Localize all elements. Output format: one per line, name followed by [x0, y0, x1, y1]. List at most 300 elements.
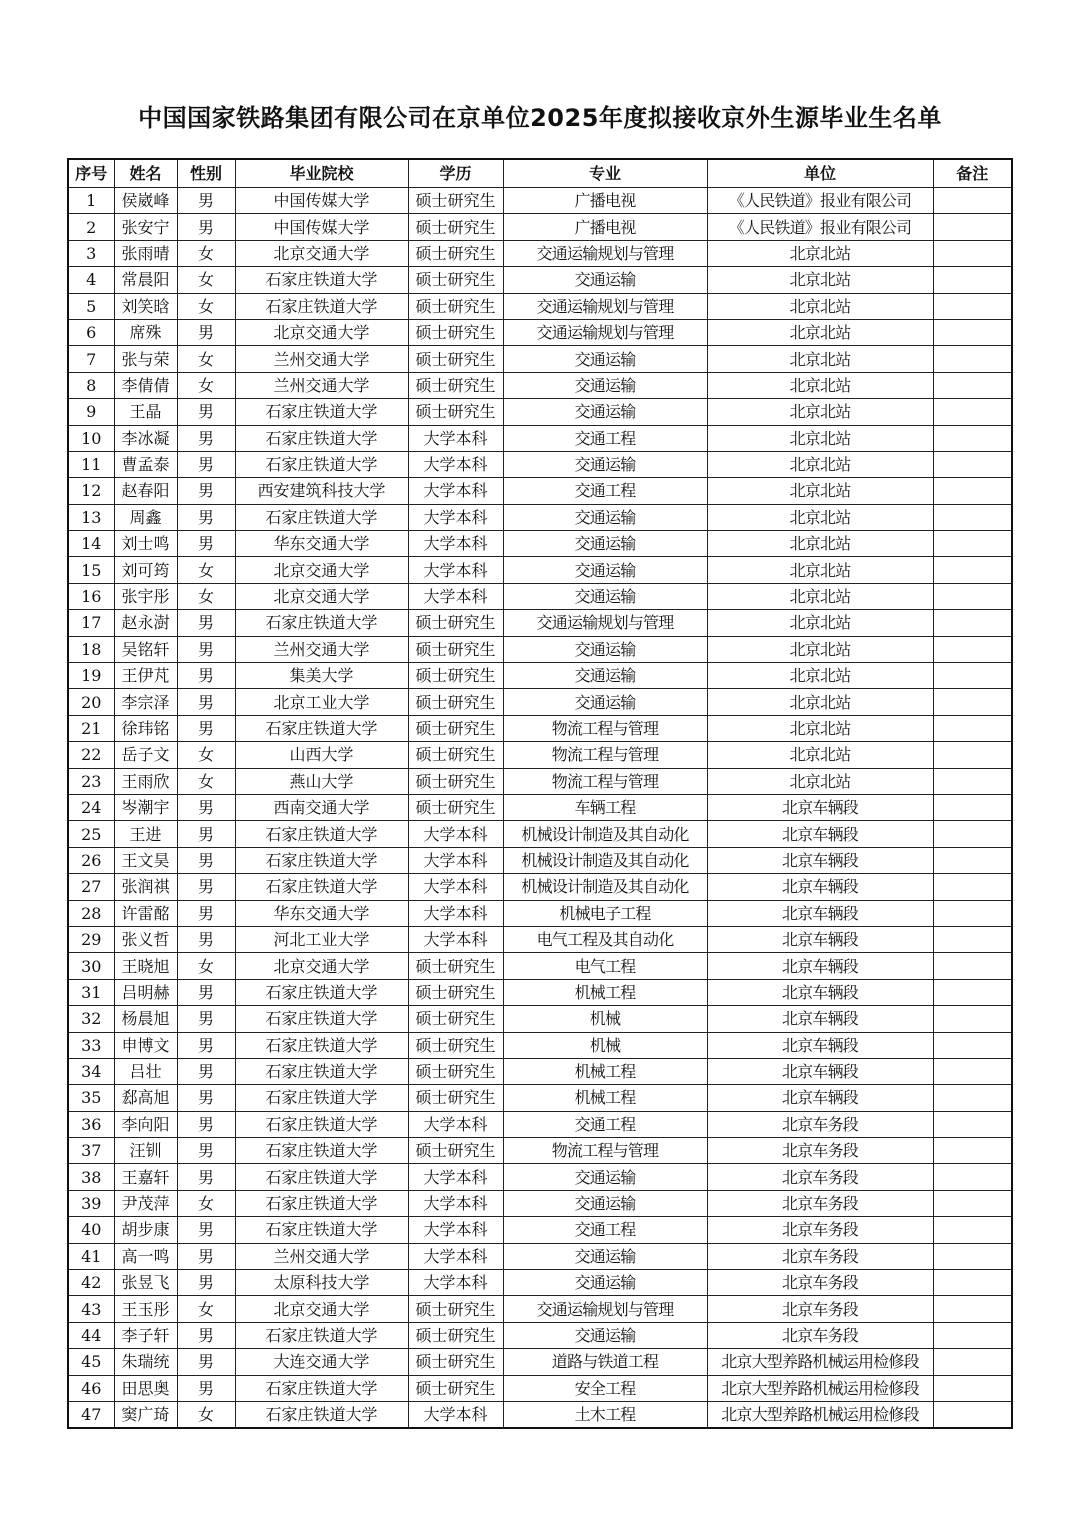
cell-unit: 北京车务段 [707, 1190, 933, 1216]
cell-unit: 北京北站 [707, 267, 933, 293]
cell-school: 河北工业大学 [235, 926, 408, 952]
cell-no: 11 [68, 451, 114, 477]
table-row [68, 953, 1012, 979]
cell-school: 西安建筑科技大学 [235, 478, 408, 504]
cell-note [933, 583, 1012, 609]
cell-school: 石家庄铁道大学 [235, 1217, 408, 1243]
cell-unit: 北京北站 [707, 240, 933, 266]
cell-major: 电气工程及其自动化 [503, 926, 707, 952]
cell-name: 张与荣 [114, 346, 177, 372]
table-row [68, 768, 1012, 794]
cell-major: 交通运输 [503, 557, 707, 583]
cell-gender: 男 [177, 531, 235, 557]
cell-school: 石家庄铁道大学 [235, 1085, 408, 1111]
cell-note [933, 1085, 1012, 1111]
cell-school: 太原科技大学 [235, 1270, 408, 1296]
header-school: 毕业院校 [235, 159, 408, 188]
cell-note [933, 451, 1012, 477]
table-row [68, 689, 1012, 715]
cell-degree: 硕士研究生 [408, 715, 503, 741]
cell-unit: 北京北站 [707, 504, 933, 530]
header-name: 姓名 [114, 159, 177, 188]
cell-school: 北京交通大学 [235, 953, 408, 979]
cell-unit: 北京车务段 [707, 1164, 933, 1190]
cell-note [933, 399, 1012, 425]
cell-name: 张宇彤 [114, 583, 177, 609]
table-row [68, 267, 1012, 293]
cell-note [933, 1058, 1012, 1084]
cell-name: 李子轩 [114, 1322, 177, 1348]
cell-name: 吴铭轩 [114, 636, 177, 662]
cell-major: 广播电视 [503, 188, 707, 214]
cell-no: 22 [68, 742, 114, 768]
cell-note [933, 636, 1012, 662]
cell-school: 兰州交通大学 [235, 1243, 408, 1269]
cell-no: 43 [68, 1296, 114, 1322]
cell-gender: 男 [177, 188, 235, 214]
cell-name: 岑潮宇 [114, 794, 177, 820]
cell-gender: 男 [177, 1375, 235, 1401]
cell-school: 石家庄铁道大学 [235, 979, 408, 1005]
cell-name: 郄高旭 [114, 1085, 177, 1111]
cell-name: 王玉彤 [114, 1296, 177, 1322]
cell-no: 20 [68, 689, 114, 715]
cell-note [933, 847, 1012, 873]
cell-name: 曹孟泰 [114, 451, 177, 477]
cell-degree: 大学本科 [408, 1217, 503, 1243]
cell-degree: 大学本科 [408, 504, 503, 530]
cell-no: 30 [68, 953, 114, 979]
cell-gender: 男 [177, 900, 235, 926]
cell-name: 李冰凝 [114, 425, 177, 451]
cell-school: 北京工业大学 [235, 689, 408, 715]
cell-school: 石家庄铁道大学 [235, 504, 408, 530]
cell-name: 刘笑晗 [114, 293, 177, 319]
table-row [68, 900, 1012, 926]
cell-note [933, 557, 1012, 583]
cell-no: 13 [68, 504, 114, 530]
table-row [68, 557, 1012, 583]
cell-no: 31 [68, 979, 114, 1005]
cell-unit: 北京车务段 [707, 1270, 933, 1296]
table-row [68, 1217, 1012, 1243]
cell-gender: 男 [177, 636, 235, 662]
table-row [68, 1296, 1012, 1322]
cell-no: 17 [68, 610, 114, 636]
table-row [68, 1006, 1012, 1032]
table-row [68, 1085, 1012, 1111]
cell-no: 1 [68, 188, 114, 214]
cell-no: 33 [68, 1032, 114, 1058]
cell-major: 机械工程 [503, 1058, 707, 1084]
cell-name: 李倩倩 [114, 372, 177, 398]
cell-degree: 硕士研究生 [408, 1032, 503, 1058]
cell-note [933, 1032, 1012, 1058]
cell-major: 交通运输 [503, 1164, 707, 1190]
cell-gender: 男 [177, 1164, 235, 1190]
cell-note [933, 1401, 1012, 1428]
cell-unit: 北京北站 [707, 478, 933, 504]
cell-gender: 男 [177, 1111, 235, 1137]
cell-no: 8 [68, 372, 114, 398]
cell-school: 大连交通大学 [235, 1349, 408, 1375]
cell-name: 杨晨旭 [114, 1006, 177, 1032]
cell-gender: 男 [177, 926, 235, 952]
cell-degree: 硕士研究生 [408, 979, 503, 1005]
cell-degree: 硕士研究生 [408, 742, 503, 768]
cell-name: 许雷酩 [114, 900, 177, 926]
cell-school: 北京交通大学 [235, 1296, 408, 1322]
cell-unit: 北京北站 [707, 372, 933, 398]
cell-unit: 北京车辆段 [707, 1032, 933, 1058]
cell-unit: 北京车辆段 [707, 979, 933, 1005]
cell-gender: 男 [177, 214, 235, 240]
cell-gender: 女 [177, 240, 235, 266]
cell-gender: 男 [177, 979, 235, 1005]
table-row [68, 1111, 1012, 1137]
table-row [68, 504, 1012, 530]
cell-school: 石家庄铁道大学 [235, 425, 408, 451]
cell-degree: 硕士研究生 [408, 188, 503, 214]
cell-no: 9 [68, 399, 114, 425]
cell-name: 申博文 [114, 1032, 177, 1058]
cell-no: 26 [68, 847, 114, 873]
table-row [68, 372, 1012, 398]
cell-unit: 北京车辆段 [707, 1085, 933, 1111]
cell-gender: 男 [177, 663, 235, 689]
cell-degree: 硕士研究生 [408, 1322, 503, 1348]
cell-school: 石家庄铁道大学 [235, 1190, 408, 1216]
cell-name: 张雨晴 [114, 240, 177, 266]
cell-major: 交通工程 [503, 1111, 707, 1137]
cell-school: 石家庄铁道大学 [235, 1058, 408, 1084]
header-gender: 性别 [177, 159, 235, 188]
cell-no: 34 [68, 1058, 114, 1084]
table-row [68, 874, 1012, 900]
cell-unit: 北京大型养路机械运用检修段 [707, 1349, 933, 1375]
cell-school: 石家庄铁道大学 [235, 847, 408, 873]
cell-name: 刘士鸣 [114, 531, 177, 557]
cell-major: 交通运输 [503, 636, 707, 662]
cell-note [933, 1217, 1012, 1243]
cell-major: 机械设计制造及其自动化 [503, 874, 707, 900]
cell-major: 交通运输 [503, 1243, 707, 1269]
cell-gender: 男 [177, 1138, 235, 1164]
cell-no: 19 [68, 663, 114, 689]
cell-note [933, 1111, 1012, 1137]
cell-school: 石家庄铁道大学 [235, 399, 408, 425]
table-row [68, 926, 1012, 952]
table-row [68, 610, 1012, 636]
cell-gender: 男 [177, 1243, 235, 1269]
cell-unit: 北京车辆段 [707, 926, 933, 952]
cell-degree: 硕士研究生 [408, 1058, 503, 1084]
cell-degree: 大学本科 [408, 1190, 503, 1216]
cell-degree: 大学本科 [408, 1270, 503, 1296]
cell-no: 39 [68, 1190, 114, 1216]
cell-major: 物流工程与管理 [503, 768, 707, 794]
cell-degree: 硕士研究生 [408, 689, 503, 715]
cell-degree: 大学本科 [408, 1401, 503, 1428]
cell-unit: 北京车辆段 [707, 847, 933, 873]
cell-unit: 北京北站 [707, 319, 933, 345]
cell-gender: 男 [177, 1322, 235, 1348]
cell-note [933, 1296, 1012, 1322]
cell-name: 赵春阳 [114, 478, 177, 504]
cell-gender: 男 [177, 1006, 235, 1032]
cell-unit: 北京大型养路机械运用检修段 [707, 1375, 933, 1401]
table-row [68, 821, 1012, 847]
cell-school: 石家庄铁道大学 [235, 267, 408, 293]
cell-name: 王晓旭 [114, 953, 177, 979]
cell-gender: 男 [177, 451, 235, 477]
cell-major: 车辆工程 [503, 794, 707, 820]
cell-note [933, 1190, 1012, 1216]
cell-unit: 北京北站 [707, 425, 933, 451]
table-row [68, 1190, 1012, 1216]
cell-name: 席殊 [114, 319, 177, 345]
cell-gender: 男 [177, 821, 235, 847]
cell-name: 吕壮 [114, 1058, 177, 1084]
cell-unit: 北京车辆段 [707, 1006, 933, 1032]
cell-no: 27 [68, 874, 114, 900]
cell-gender: 女 [177, 583, 235, 609]
cell-school: 中国传媒大学 [235, 188, 408, 214]
cell-note [933, 1243, 1012, 1269]
cell-name: 王伊芃 [114, 663, 177, 689]
cell-note [933, 715, 1012, 741]
cell-degree: 硕士研究生 [408, 610, 503, 636]
cell-name: 李宗泽 [114, 689, 177, 715]
cell-major: 机械设计制造及其自动化 [503, 821, 707, 847]
cell-note [933, 874, 1012, 900]
cell-no: 21 [68, 715, 114, 741]
cell-unit: 北京车辆段 [707, 874, 933, 900]
cell-note [933, 346, 1012, 372]
cell-name: 张安宁 [114, 214, 177, 240]
cell-name: 常晨阳 [114, 267, 177, 293]
table-row [68, 1322, 1012, 1348]
cell-major: 机械 [503, 1006, 707, 1032]
header-no: 序号 [68, 159, 114, 188]
cell-major: 交通运输规划与管理 [503, 610, 707, 636]
cell-unit: 北京北站 [707, 451, 933, 477]
cell-major: 机械设计制造及其自动化 [503, 847, 707, 873]
table-row [68, 979, 1012, 1005]
cell-note [933, 900, 1012, 926]
cell-no: 36 [68, 1111, 114, 1137]
cell-gender: 女 [177, 372, 235, 398]
cell-gender: 男 [177, 1032, 235, 1058]
cell-degree: 大学本科 [408, 900, 503, 926]
cell-school: 兰州交通大学 [235, 636, 408, 662]
cell-gender: 男 [177, 319, 235, 345]
cell-note [933, 531, 1012, 557]
cell-note [933, 372, 1012, 398]
cell-gender: 男 [177, 715, 235, 741]
cell-no: 25 [68, 821, 114, 847]
cell-name: 窦广琦 [114, 1401, 177, 1428]
cell-no: 42 [68, 1270, 114, 1296]
cell-major: 道路与铁道工程 [503, 1349, 707, 1375]
cell-major: 交通运输 [503, 267, 707, 293]
cell-unit: 北京北站 [707, 557, 933, 583]
cell-degree: 硕士研究生 [408, 794, 503, 820]
table-row [68, 1401, 1012, 1428]
cell-degree: 硕士研究生 [408, 214, 503, 240]
cell-note [933, 768, 1012, 794]
table-row [68, 794, 1012, 820]
cell-degree: 大学本科 [408, 1164, 503, 1190]
cell-gender: 男 [177, 1217, 235, 1243]
cell-name: 胡步康 [114, 1217, 177, 1243]
cell-unit: 北京北站 [707, 399, 933, 425]
cell-gender: 女 [177, 557, 235, 583]
graduate-list-table [67, 158, 1013, 1429]
cell-unit: 北京车务段 [707, 1243, 933, 1269]
cell-major: 交通运输 [503, 504, 707, 530]
cell-major: 交通运输 [503, 663, 707, 689]
cell-major: 物流工程与管理 [503, 1138, 707, 1164]
cell-no: 7 [68, 346, 114, 372]
cell-major: 安全工程 [503, 1375, 707, 1401]
cell-major: 交通运输 [503, 372, 707, 398]
cell-gender: 男 [177, 689, 235, 715]
cell-school: 石家庄铁道大学 [235, 1401, 408, 1428]
cell-note [933, 1322, 1012, 1348]
cell-note [933, 1349, 1012, 1375]
cell-unit: 北京北站 [707, 768, 933, 794]
cell-major: 交通运输规划与管理 [503, 1296, 707, 1322]
cell-no: 41 [68, 1243, 114, 1269]
table-body [68, 188, 1012, 1429]
cell-note [933, 663, 1012, 689]
cell-school: 中国传媒大学 [235, 214, 408, 240]
cell-name: 刘可筠 [114, 557, 177, 583]
cell-school: 石家庄铁道大学 [235, 610, 408, 636]
cell-name: 张义哲 [114, 926, 177, 952]
cell-degree: 大学本科 [408, 1243, 503, 1269]
cell-name: 王文昊 [114, 847, 177, 873]
cell-name: 李向阳 [114, 1111, 177, 1137]
cell-name: 周鑫 [114, 504, 177, 530]
cell-major: 土木工程 [503, 1401, 707, 1428]
cell-unit: 北京北站 [707, 742, 933, 768]
cell-school: 华东交通大学 [235, 900, 408, 926]
cell-note [933, 504, 1012, 530]
table-row [68, 293, 1012, 319]
cell-degree: 硕士研究生 [408, 240, 503, 266]
cell-unit: 北京车辆段 [707, 821, 933, 847]
cell-gender: 男 [177, 874, 235, 900]
cell-major: 交通工程 [503, 425, 707, 451]
cell-unit: 北京北站 [707, 610, 933, 636]
cell-unit: 北京北站 [707, 531, 933, 557]
cell-major: 交通运输 [503, 1190, 707, 1216]
cell-name: 王嘉轩 [114, 1164, 177, 1190]
cell-gender: 男 [177, 504, 235, 530]
cell-unit: 北京北站 [707, 663, 933, 689]
table-row [68, 425, 1012, 451]
cell-note [933, 979, 1012, 1005]
table-row [68, 319, 1012, 345]
cell-name: 岳子文 [114, 742, 177, 768]
cell-note [933, 1164, 1012, 1190]
cell-major: 交通运输 [503, 1270, 707, 1296]
table-row [68, 346, 1012, 372]
cell-no: 15 [68, 557, 114, 583]
cell-unit: 北京车务段 [707, 1217, 933, 1243]
cell-degree: 大学本科 [408, 583, 503, 609]
cell-degree: 硕士研究生 [408, 953, 503, 979]
cell-school: 石家庄铁道大学 [235, 874, 408, 900]
cell-note [933, 478, 1012, 504]
cell-no: 18 [68, 636, 114, 662]
cell-no: 2 [68, 214, 114, 240]
cell-school: 石家庄铁道大学 [235, 1322, 408, 1348]
cell-school: 集美大学 [235, 663, 408, 689]
cell-school: 兰州交通大学 [235, 372, 408, 398]
cell-no: 24 [68, 794, 114, 820]
cell-degree: 硕士研究生 [408, 346, 503, 372]
cell-note [933, 953, 1012, 979]
cell-unit: 北京车辆段 [707, 953, 933, 979]
cell-name: 吕明赫 [114, 979, 177, 1005]
cell-major: 机械工程 [503, 1085, 707, 1111]
cell-unit: 北京北站 [707, 583, 933, 609]
cell-no: 23 [68, 768, 114, 794]
document-title: 中国国家铁路集团有限公司在京单位2025年度拟接收京外生源毕业生名单 [138, 104, 942, 132]
cell-degree: 硕士研究生 [408, 1138, 503, 1164]
cell-no: 47 [68, 1401, 114, 1428]
cell-gender: 男 [177, 847, 235, 873]
cell-no: 37 [68, 1138, 114, 1164]
table-row [68, 715, 1012, 741]
cell-name: 侯崴峰 [114, 188, 177, 214]
cell-note [933, 240, 1012, 266]
cell-gender: 男 [177, 1058, 235, 1084]
cell-no: 4 [68, 267, 114, 293]
cell-unit: 北京北站 [707, 346, 933, 372]
cell-name: 汪钏 [114, 1138, 177, 1164]
table-row [68, 1375, 1012, 1401]
cell-degree: 硕士研究生 [408, 399, 503, 425]
table-header-row [68, 159, 1012, 188]
cell-school: 兰州交通大学 [235, 346, 408, 372]
cell-gender: 女 [177, 267, 235, 293]
cell-no: 12 [68, 478, 114, 504]
cell-school: 西南交通大学 [235, 794, 408, 820]
table-row [68, 451, 1012, 477]
cell-major: 机械工程 [503, 979, 707, 1005]
table-row [68, 1270, 1012, 1296]
table-row [68, 188, 1012, 214]
cell-no: 32 [68, 1006, 114, 1032]
cell-major: 交通运输 [503, 346, 707, 372]
cell-note [933, 319, 1012, 345]
cell-degree: 大学本科 [408, 847, 503, 873]
cell-school: 石家庄铁道大学 [235, 1375, 408, 1401]
cell-gender: 男 [177, 1085, 235, 1111]
cell-major: 机械电子工程 [503, 900, 707, 926]
cell-gender: 女 [177, 768, 235, 794]
cell-unit: 《人民铁道》报业有限公司 [707, 188, 933, 214]
cell-major: 交通工程 [503, 478, 707, 504]
cell-unit: 北京北站 [707, 293, 933, 319]
cell-unit: 北京大型养路机械运用检修段 [707, 1401, 933, 1428]
table-row [68, 663, 1012, 689]
cell-degree: 硕士研究生 [408, 293, 503, 319]
